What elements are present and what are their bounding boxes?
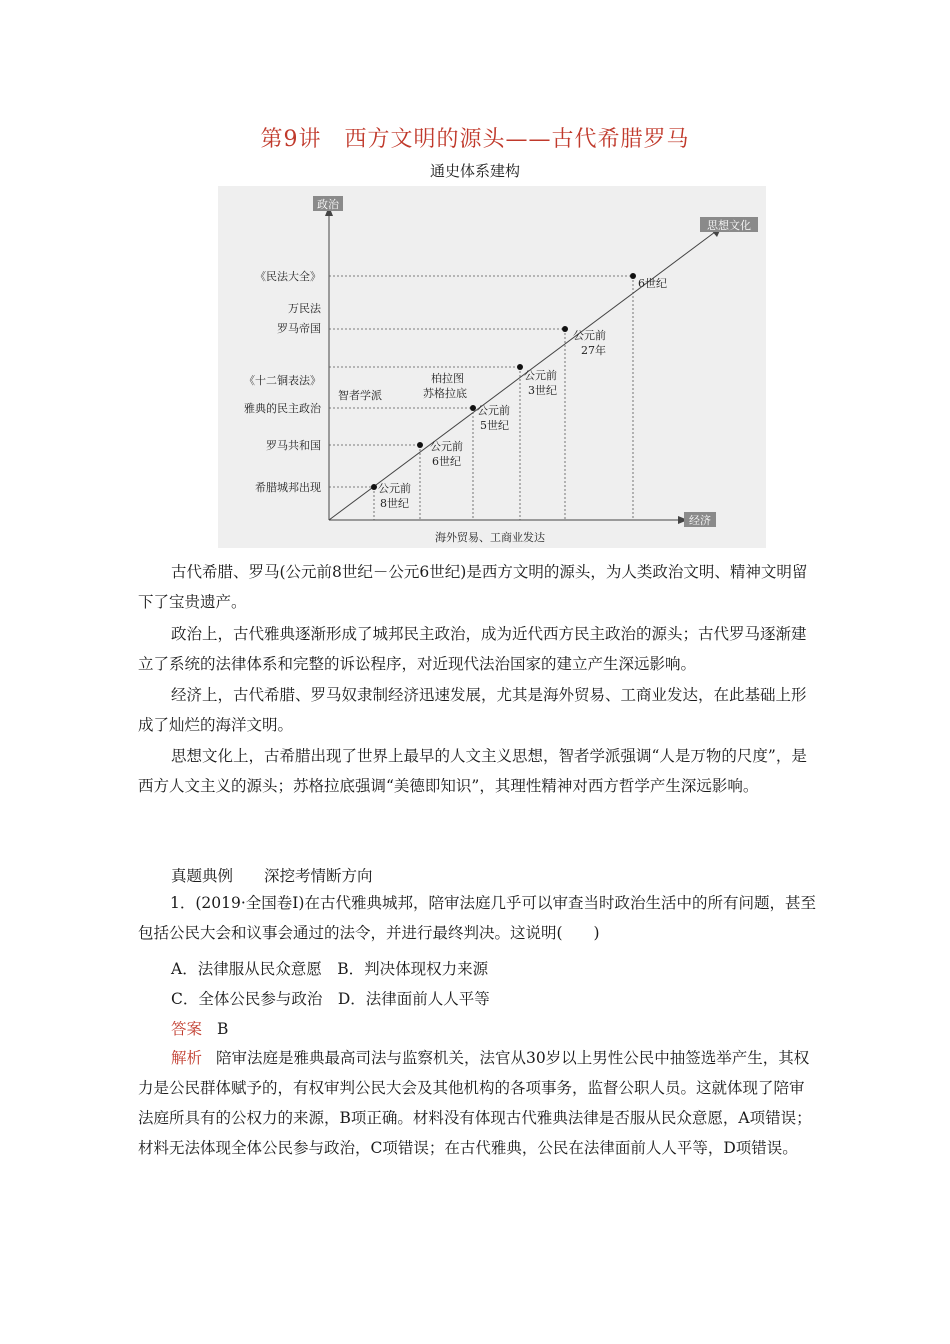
point-label-3a: 公元前: [477, 404, 510, 417]
politics-label-3: 罗马帝国: [277, 322, 321, 335]
culture-label-2: 柏拉图: [431, 372, 464, 385]
answer-value: B: [216, 1020, 229, 1038]
point-label-2b: 6世纪: [432, 455, 461, 468]
analysis-text: 陪审法庭是雅典最高司法与监察机关，法官从30岁以上男性公民中抽签选举产生，其权力是公民群体赋予的，有权审判公民大会及其他机构的各项事务，监督公职人员。这就体现了陪审法庭所具有的公权力的来源，B项正确。材料没有体现古代雅典法律是否服从民众意愿，A项错误；材料无法体现全体公民参与政治，C项错误；在古代雅典，公民在法律面前人人平等，D项错误。: [138, 1049, 812, 1157]
point-1: [371, 484, 377, 490]
politics-label-2: 万民法: [288, 302, 321, 315]
politics-label-6: 罗马共和国: [266, 439, 321, 452]
culture-label-1: 智者学派: [338, 389, 382, 402]
timeline-points: [371, 273, 636, 490]
summary-paragraph-1: 古代希腊、罗马(公元前8世纪－公元6世纪)是西方文明的源头，为人类政治文明、精神文明留下了宝贵遗产。: [138, 563, 808, 611]
analysis-paragraph: [138, 1043, 818, 1163]
answer-label: 答案: [171, 1020, 203, 1038]
question-options-row-1: A．法律服从民众意愿 B．判决体现权力来源: [171, 960, 489, 978]
diagram-title: 通史体系建构: [429, 162, 520, 180]
summary-paragraph-2: 政治上，古代雅典逐渐形成了城邦民主政治，成为近代西方民主政治的源头；古代罗马逐渐建立了系统的法律体系和完整的诉讼程序，对近现代法治国家的建立产生深远影响。: [138, 625, 807, 673]
point-label-6b: 6世纪: [638, 277, 667, 290]
summary-paragraph-4: 思想文化上，古希腊出现了世界上最早的人文主义思想，智者学派强调“人是万物的尺度”，是西方人文主义的源头；苏格拉底强调“美德即知识”，其理性精神对西方哲学产生深远影响。: [138, 747, 807, 795]
politics-label-1: 《民法大全》: [255, 270, 321, 283]
x-axis-label: 经济: [689, 514, 711, 527]
point-4: [517, 364, 523, 370]
point-label-5b: 27年: [581, 344, 606, 357]
summary-paragraph-3: 经济上，古代希腊、罗马奴隶制经济迅速发展，尤其是海外贸易、工商业发达，在此基础上形成了灿烂的海洋文明。: [138, 686, 807, 734]
answer-line: [171, 1017, 228, 1039]
point-label-2a: 公元前: [430, 440, 463, 453]
page-title: 第9讲 西方文明的源头——古代希腊罗马: [260, 127, 690, 152]
point-5: [562, 326, 568, 332]
politics-label-7: 希腊城邦出现: [255, 481, 321, 494]
point-label-1a: 公元前: [378, 482, 411, 495]
point-2: [417, 442, 423, 448]
point-3: [470, 405, 476, 411]
question-options-row-2: C．全体公民参与政治 D．法律面前人人平等: [171, 990, 490, 1008]
analysis-label: 解析: [171, 1049, 203, 1067]
history-diagram: [218, 186, 766, 548]
y-axis-label: 政治: [317, 198, 339, 211]
diag-axis-label: 思想文化: [707, 219, 751, 232]
question-stem: 1．(2019·全国卷Ⅰ)在古代雅典城邦，陪审法庭几乎可以审查当时政治生活中的所有问题，甚至包括公民大会和议事会通过的法令，并进行最终判决。这说明( ): [138, 894, 816, 942]
bottom-label: 海外贸易、工商业发达: [435, 531, 545, 544]
point-label-3b: 5世纪: [480, 419, 509, 432]
politics-label-4: 《十二铜表法》: [244, 374, 321, 387]
point-label-4a: 公元前: [524, 369, 557, 382]
point-label-4b: 3世纪: [528, 384, 557, 397]
point-6: [630, 273, 636, 279]
point-label-1b: 8世纪: [380, 497, 409, 510]
politics-label-5: 雅典的民主政治: [244, 402, 321, 415]
section-header: 真题典例 深挖考情断方向: [171, 867, 373, 885]
point-label-5a: 公元前: [573, 329, 606, 342]
culture-label-3: 苏格拉底: [423, 387, 467, 400]
